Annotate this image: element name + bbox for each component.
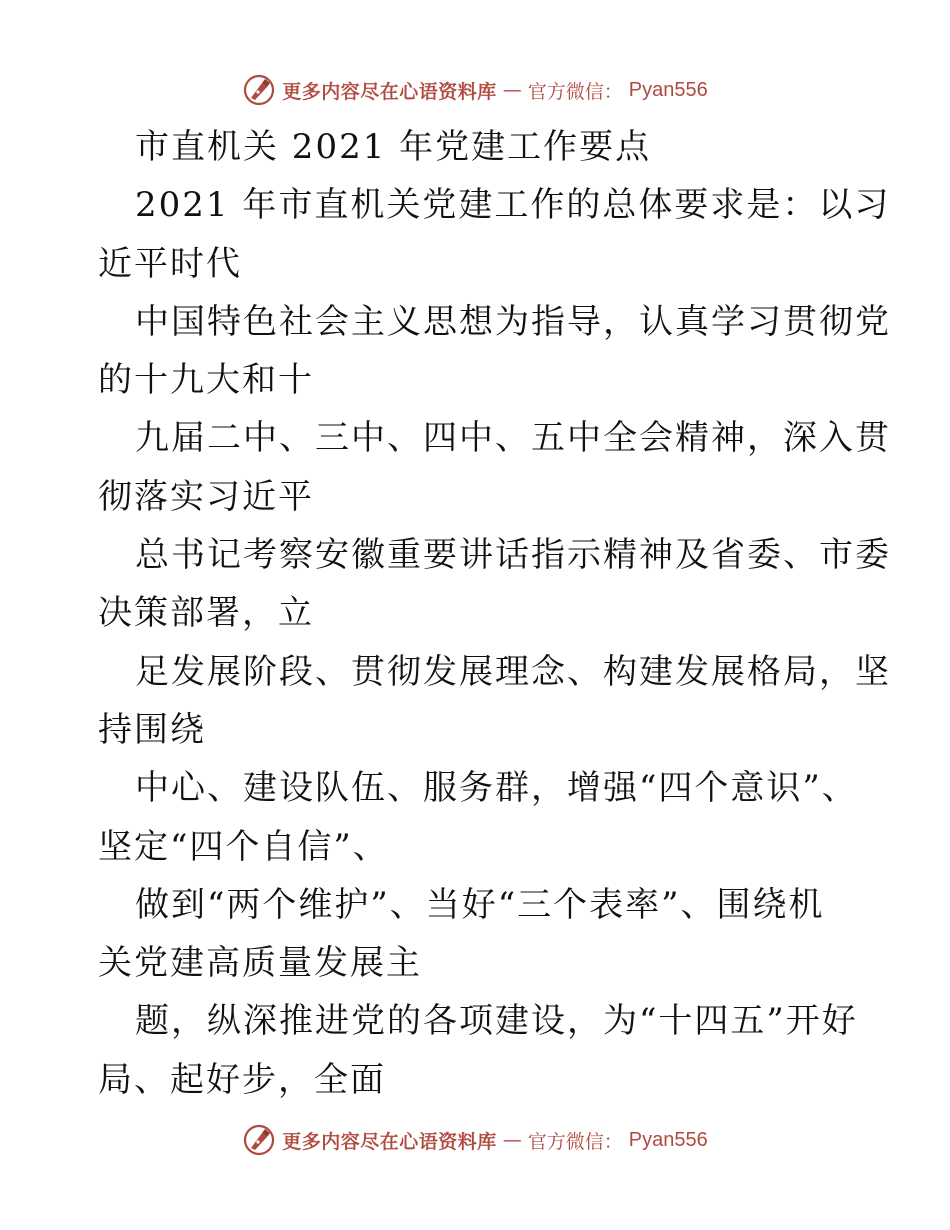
watermark-main-text: 更多内容尽在心语资料库 (282, 1130, 497, 1153)
pen-nib-logo-icon (242, 1123, 276, 1157)
paragraph-line: 题，纵深推进党的各项建设，为“十四五”开好 (135, 1001, 858, 1042)
paragraph-line: 持围绕 (98, 709, 206, 750)
paragraph-line: 足发展阶段、贯彻发展理念、构建发展格局，坚 (135, 651, 891, 692)
paragraph-line: 近平时代 (98, 243, 242, 284)
paragraph-line: 坚定“四个自信”、 (98, 826, 389, 867)
watermark-wechat-label: 官方微信： (527, 1130, 623, 1153)
paragraph-line: 局、起好步，全面 (98, 1059, 386, 1100)
paragraph-line: 做到“两个维护”、当好“三个表率”、围绕机 (135, 884, 825, 925)
document-title: 市直机关 2021 年党建工作要点 (135, 127, 652, 167)
document-body (98, 118, 891, 1109)
paragraph-line: 中国特色社会主义思想为指导，认真学习贯彻党 (135, 301, 891, 342)
watermark-separator: — (502, 1129, 522, 1151)
paragraph-line: 彻落实习近平 (98, 476, 314, 517)
paragraph-line: 总书记考察安徽重要讲话指示精神及省委、市委 (135, 535, 891, 576)
paragraph-line: 决策部署，立 (98, 593, 314, 634)
watermark-separator: — (502, 79, 522, 101)
watermark-wechat-label: 官方微信： (527, 80, 623, 103)
pen-nib-logo-icon (242, 73, 276, 107)
watermark-wechat-id: Pyan556 (628, 78, 708, 101)
paragraph-line: 九届二中、三中、四中、五中全会精神，深入贯 (135, 418, 891, 459)
paragraph-line: 2021 年市直机关党建工作的总体要求是：以习 (135, 185, 891, 226)
footer-watermark (0, 1120, 950, 1160)
watermark-wechat-id: Pyan556 (628, 1128, 708, 1151)
paragraph-line: 关党建高质量发展主 (98, 943, 422, 984)
watermark-main-text: 更多内容尽在心语资料库 (282, 80, 497, 103)
paragraph-line: 中心、建设队伍、服务群，增强“四个意识”、 (135, 768, 858, 809)
paragraph-line: 的十九大和十 (98, 360, 314, 401)
header-watermark (0, 70, 950, 110)
